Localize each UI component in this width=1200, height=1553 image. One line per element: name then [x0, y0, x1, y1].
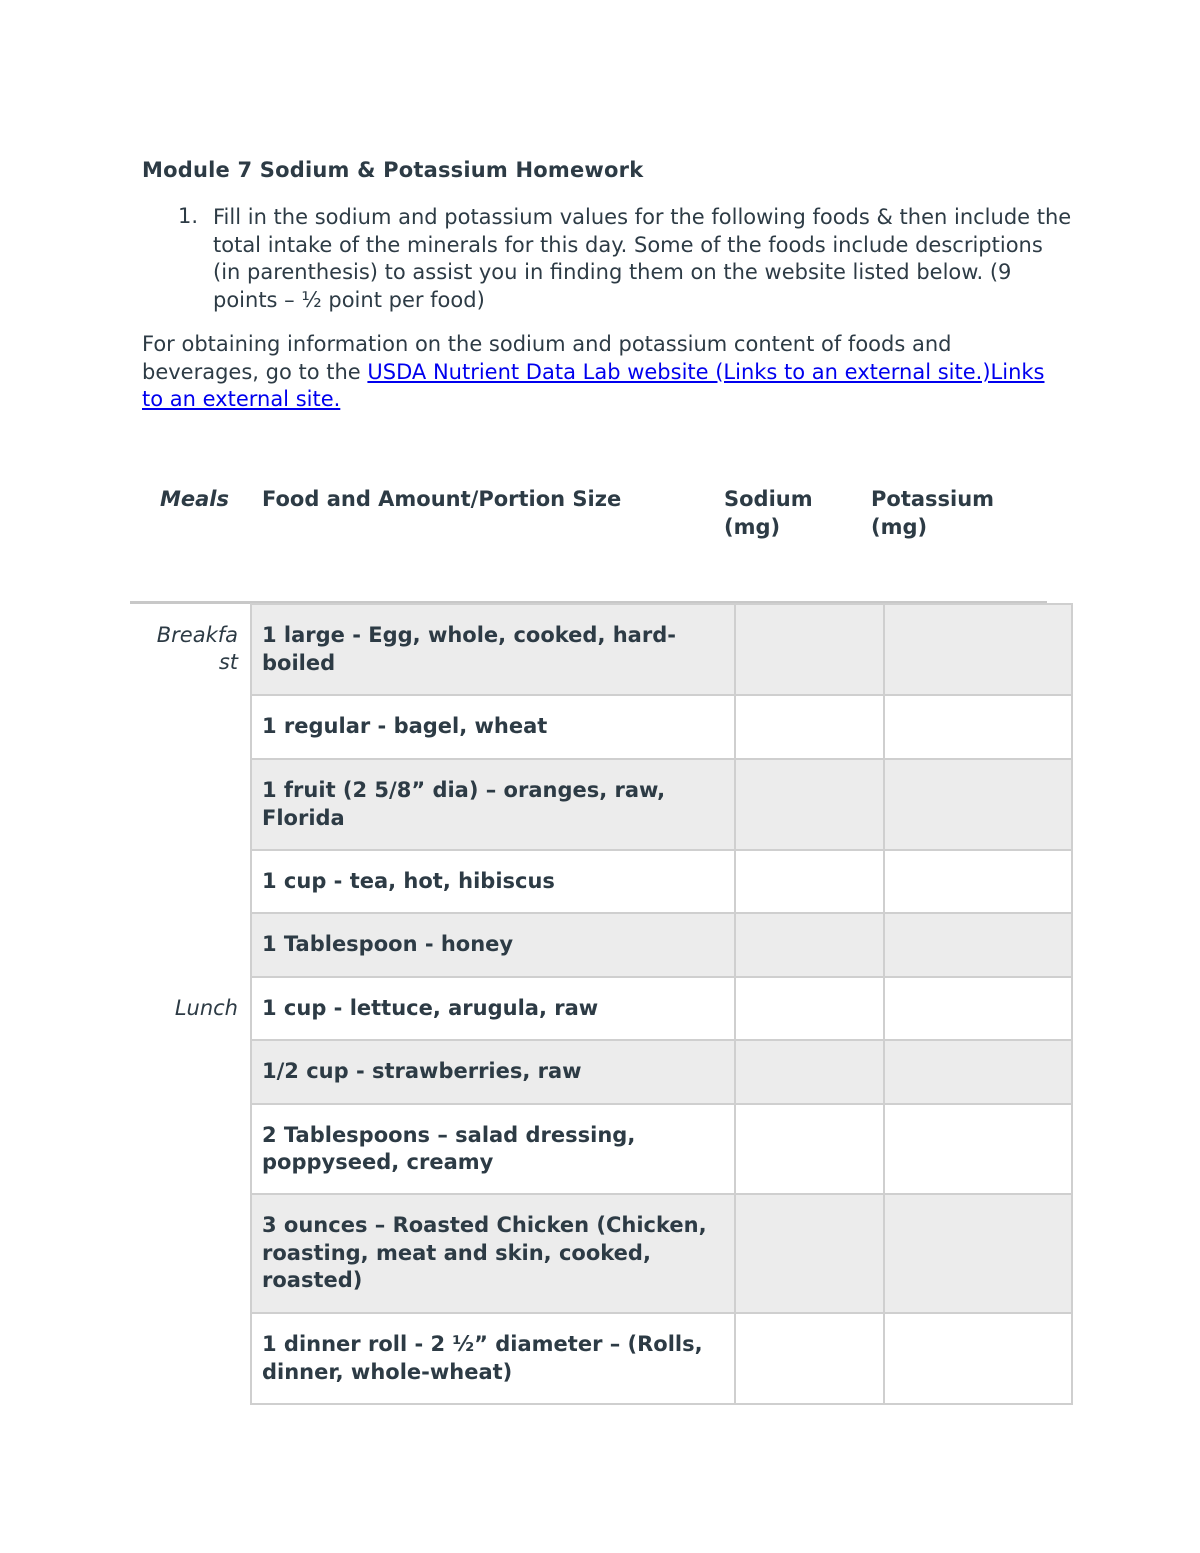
potassium-cell[interactable]	[884, 850, 1072, 913]
food-cell: 1 regular - bagel, wheat	[251, 695, 735, 759]
table-row	[251, 850, 1072, 913]
potassium-cell[interactable]	[884, 977, 1072, 1040]
sodium-cell[interactable]	[735, 1194, 884, 1313]
potassium-cell[interactable]	[884, 1040, 1072, 1104]
header-sodium	[724, 485, 854, 541]
food-cell: 1 cup - tea, hot, hibiscus	[251, 850, 735, 913]
header-meals: Meals	[160, 487, 230, 511]
header-sodium-line1: Sodium	[724, 487, 813, 511]
potassium-cell[interactable]	[884, 1313, 1072, 1404]
potassium-cell[interactable]	[884, 1194, 1072, 1313]
food-table	[250, 603, 1073, 1405]
food-cell: 1 dinner roll - 2 ½” diameter – (Rolls, dinner, whole-wheat)	[251, 1313, 735, 1404]
table-row	[251, 913, 1072, 977]
sodium-cell[interactable]	[735, 977, 884, 1040]
meal-label-breakfast-line1: Breakfa	[156, 623, 238, 647]
potassium-cell[interactable]	[884, 913, 1072, 977]
header-potassium	[871, 485, 1021, 541]
header-food: Food and Amount/Portion Size	[262, 487, 622, 511]
table-row	[251, 1104, 1072, 1194]
meal-label-lunch: Lunch	[174, 996, 238, 1020]
potassium-cell[interactable]	[884, 604, 1072, 695]
usda-link[interactable]: USDA Nutrient Data Lab website (Links to an external site.)Links to an external site.	[142, 359, 1045, 411]
table-row	[251, 695, 1072, 759]
sodium-cell[interactable]	[735, 850, 884, 913]
meal-label-breakfast	[140, 622, 238, 676]
sodium-cell[interactable]	[735, 913, 884, 977]
food-cell: 1 Tablespoon - honey	[251, 913, 735, 977]
info-prefix: For obtaining information on the sodium and potassium content of foods and beverages, go to the	[142, 332, 952, 384]
table-row	[251, 604, 1072, 695]
table-row	[251, 977, 1072, 1040]
sodium-cell[interactable]	[735, 759, 884, 850]
food-cell: 2 Tablespoons – salad dressing, poppyseed, creamy	[251, 1104, 735, 1194]
table-row	[251, 1040, 1072, 1104]
food-cell: 3 ounces – Roasted Chicken (Chicken, roasting, meat and skin, cooked, roasted)	[251, 1194, 735, 1313]
meal-label-breakfast-line2: st	[218, 650, 238, 674]
info-paragraph	[142, 331, 1072, 414]
header-potassium-line2: (mg)	[871, 515, 928, 539]
question-text: Fill in the sodium and potassium values for the following foods & then include the total intake of the minerals for this day. Some of the foods include descriptions (in parenthesis) to assist you in finding them on the website listed below. (9 points – ½ point per food)	[213, 205, 1072, 312]
potassium-cell[interactable]	[884, 1104, 1072, 1194]
food-cell: 1 cup - lettuce, arugula, raw	[251, 977, 735, 1040]
sodium-cell[interactable]	[735, 695, 884, 759]
food-cell: 1/2 cup - strawberries, raw	[251, 1040, 735, 1104]
sodium-cell[interactable]	[735, 1313, 884, 1404]
potassium-cell[interactable]	[884, 695, 1072, 759]
sodium-cell[interactable]	[735, 1104, 884, 1194]
potassium-cell[interactable]	[884, 759, 1072, 850]
header-sodium-line2: (mg)	[724, 515, 781, 539]
page-title: Module 7 Sodium & Potassium Homework	[142, 158, 644, 182]
question-number: 1.	[178, 204, 199, 228]
table-row	[251, 1313, 1072, 1404]
table-row	[251, 759, 1072, 850]
sodium-cell[interactable]	[735, 604, 884, 695]
table-row	[251, 1194, 1072, 1313]
food-cell: 1 large - Egg, whole, cooked, hard-boiled	[251, 604, 735, 695]
sodium-cell[interactable]	[735, 1040, 884, 1104]
header-potassium-line1: Potassium	[871, 487, 995, 511]
food-cell: 1 fruit (2 5/8” dia) – oranges, raw, Florida	[251, 759, 735, 850]
